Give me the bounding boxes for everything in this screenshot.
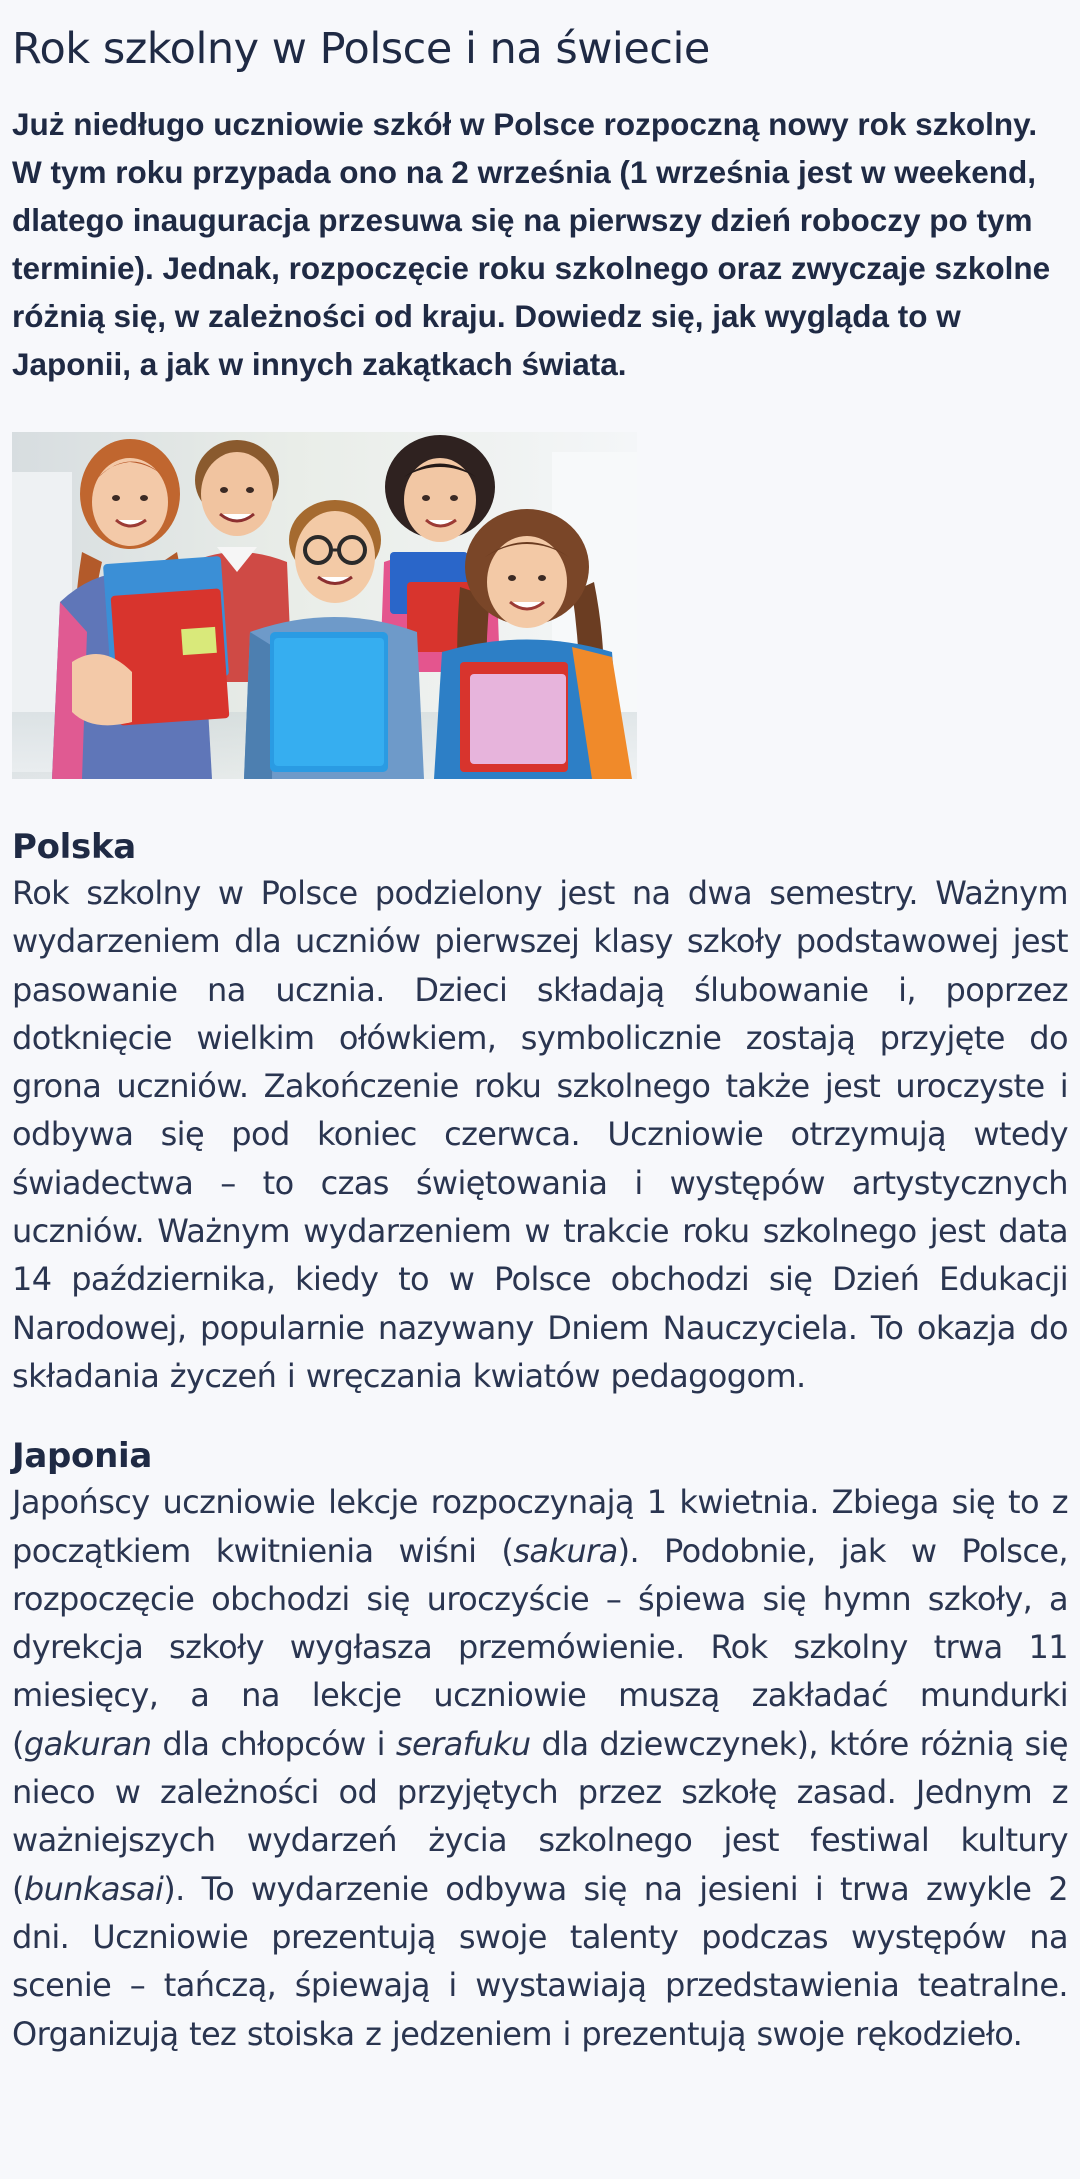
article-lead: Już niedługo uczniowie szkół w Polsce rozpoczną nowy rok szkolny. W tym roku przypada ono na 2 września (1 września jest w weekend, dlatego inauguracja przesuwa się na pierwszy dzień roboczy po tym terminie). Jednak, rozpoczęcie roku szkolnego oraz zwyczaje szkolne różnią się, w zależności od kraju. Dowiedz się, jak wygląda to w Japonii, a jak w innych zakątkach świata. (12, 106, 1051, 382)
italic-term: sakura (513, 1531, 618, 1570)
italic-term: serafuku (395, 1724, 531, 1763)
paragraph-text: dla dziewczynek), które różnią się nieco w zależności od przyjętych przez szkołę zasad. Jednym z ważniejszych wydarzeń życia szkolnego jest festiwal kultury ( (12, 1724, 1068, 1908)
section-paragraph-polska: Rok szkolny w Polsce podzielony jest na dwa semestry. Ważnym wydarzeniem dla uczniów pierwszej klasy szkoły podstawowej jest pasowanie na ucznia. Dzieci składają ślubowanie i, poprzez dotknięcie wielkim ołówkiem, symbolicznie zostają przyjęte do grona uczniów. Zakończenie roku szkolnego także jest uroczyste i odbywa się pod koniec czerwca. Uczniowie otrzymują wtedy świadectwa – to czas świętowania i występów artystycznych uczniów. Ważnym wydarzeniem w trakcie roku szkolnego jest data 14 października, kiedy to w Polsce obchodzi się Dzień Edukacji Narodowej, popularnie nazywany Dniem Nauczyciela. To okazja do składania życzeń i wręczania kwiatów pedagogom. (12, 874, 1068, 1395)
paragraph-text: dla chłopców i (151, 1724, 396, 1763)
italic-term: gakuran (23, 1724, 152, 1763)
section-heading-japonia: Japonia (12, 1436, 152, 1477)
section-heading-polska: Polska (12, 827, 136, 867)
paragraph-text: ). Podobnie, jak w Polsce, rozpoczęcie obchodzi się uroczyście – śpiewa się hymn szkoły, a dyrekcja szkoły wygłasza przemówienie. Rok szkolny trwa 11 miesięcy, a na lekcje uczniowie muszą zakładać mundurki ( (12, 1531, 1068, 1763)
paragraph-text: Japońscy uczniowie lekcje rozpoczynają 1 kwietnia. Zbiega się to z początkiem kwitnienia wiśni ( (12, 1483, 1068, 1570)
article-title: Rok szkolny w Polsce i na świecie (12, 24, 710, 74)
school-children-photo (12, 432, 637, 779)
italic-term: bunkasai (23, 1869, 164, 1908)
section-paragraph-japonia (12, 1478, 1068, 2058)
paragraph-text: ). To wydarzenie odbywa się na jesieni i trwa zwykle 2 dni. Uczniowie prezentują swoje talenty podczas występów na scenie – tańczą, śpiewają i wystawiają przedstawienia teatralne. Organizują tez stoiska z jedzeniem i prezentują swoje rękodzieło. (12, 1869, 1068, 2053)
